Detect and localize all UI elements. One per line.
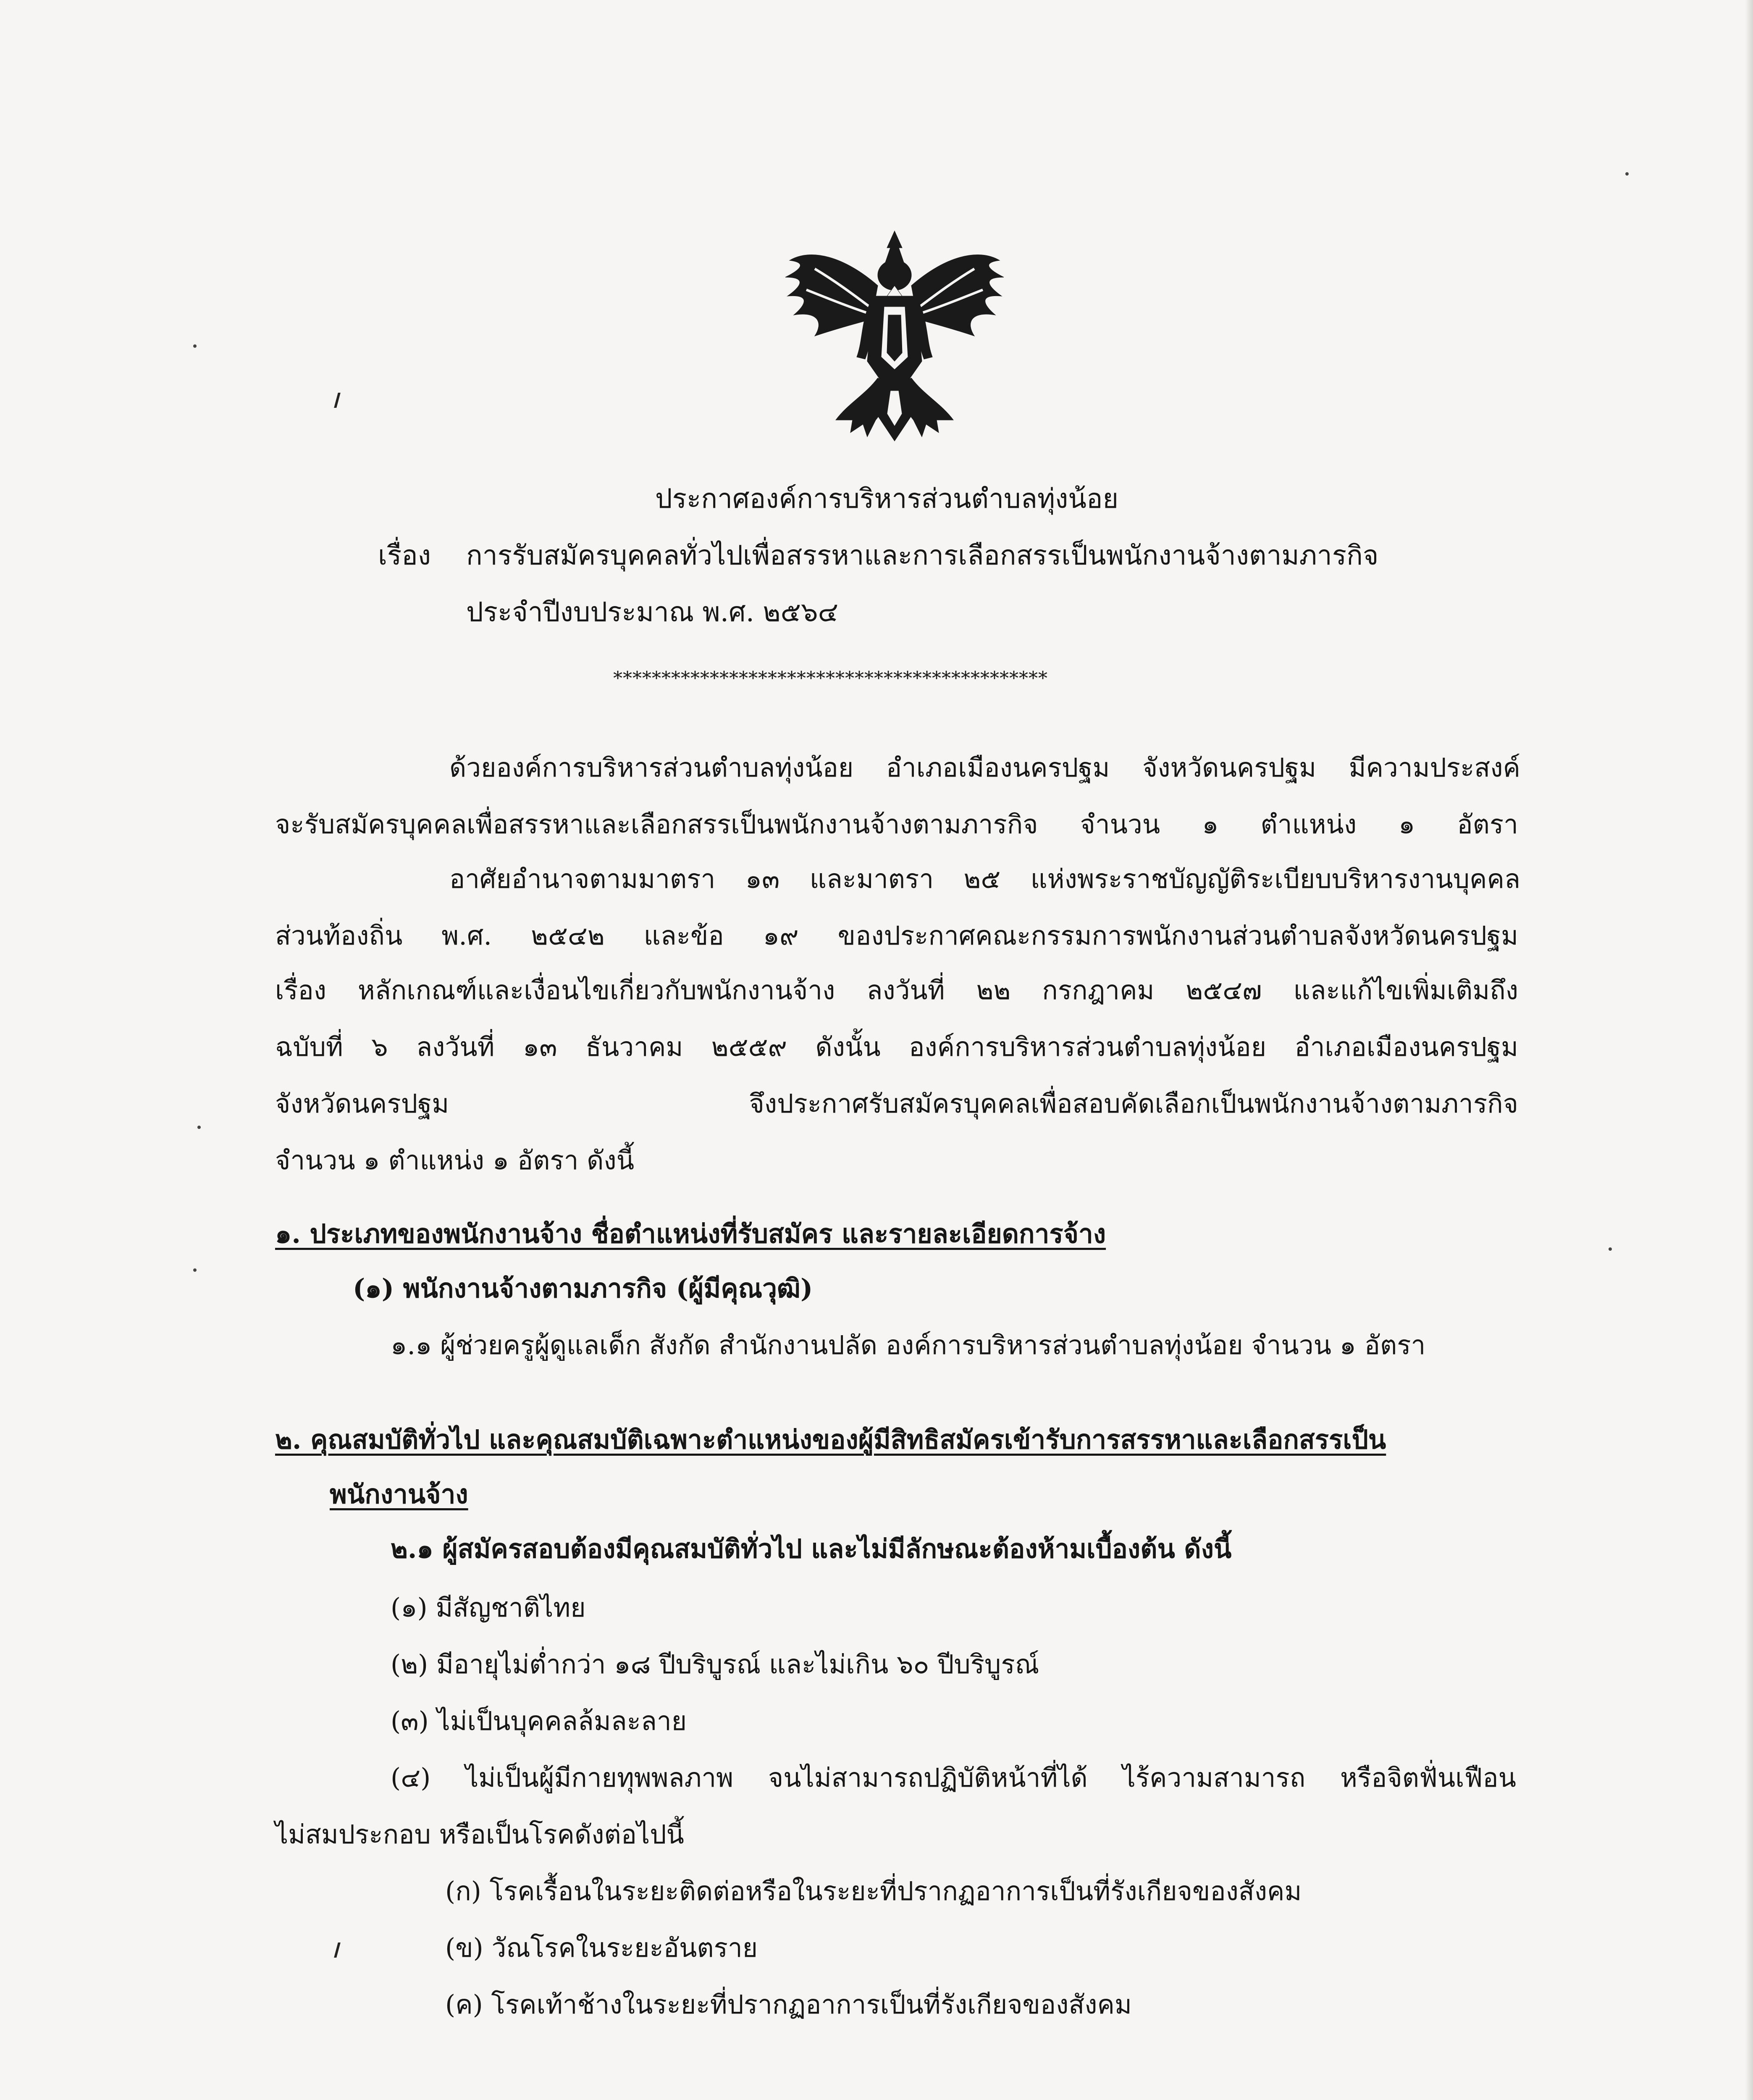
qualification-item: (๓) ไม่เป็นบุคคลล้มละลาย — [391, 1706, 687, 1736]
announcement-title: ประกาศองค์การบริหารส่วนตำบลทุ่งน้อย — [655, 483, 1118, 514]
scan-mark — [334, 393, 341, 408]
section-2-1-heading: ๒.๑ ผู้สมัครสอบต้องมีคุณสมบัติทั่วไป และไม่มีลักษณะต้องห้ามเบื้องต้น ดังนี้ — [391, 1533, 1232, 1564]
intro-paragraph-2-line-2: ส่วนท้องถิ่น พ.ศ. ๒๕๔๒ และข้อ ๑๙ ของประกาศคณะกรรมการพนักงานส่วนตำบลจังหวัดนครปฐม — [275, 920, 1518, 951]
scan-speck — [193, 344, 197, 348]
qualification-item: (๔) ไม่เป็นผู้มีกายทุพพลภาพ จนไม่สามารถปฏิบัติหน้าที่ได้ ไร้ความสามารถ หรือจิตฟั่นเฟือน — [391, 1762, 1516, 1793]
intro-paragraph-2-line-6: จำนวน ๑ ตำแหน่ง ๑ อัตรา ดังนี้ — [275, 1145, 635, 1176]
section-1-position-line: ๑.๑ ผู้ช่วยครูผู้ดูแลเด็ก สังกัด สำนักงานปลัด องค์การบริหารส่วนตำบลทุ่งน้อย จำนวน ๑ อัตรา — [391, 1330, 1426, 1360]
subject-label: เรื่อง — [378, 540, 431, 571]
scan-edge — [1745, 0, 1753, 2100]
disease-item: (ก) โรคเรื้อนในระยะติดต่อหรือในระยะที่ปรากฏอาการเป็นที่รังเกียจของสังคม — [445, 1876, 1302, 1906]
subject-line-1: การรับสมัครบุคคลทั่วไปเพื่อสรรหาและการเลือกสรรเป็นพนักงานจ้างตามภารกิจ — [466, 540, 1379, 571]
qualification-item: (๑) มีสัญชาติไทย — [391, 1592, 586, 1623]
scan-speck — [193, 1268, 197, 1272]
intro-paragraph-2-line-4: ฉบับที่ ๖ ลงวันที่ ๑๓ ธันวาคม ๒๕๕๙ ดังนั้น องค์การบริหารส่วนตำบลทุ่งน้อย อำเภอเมืองนครปฐม — [275, 1032, 1518, 1062]
intro-paragraph-2-line-5: จังหวัดนครปฐม จึงประกาศรับสมัครบุคคลเพื่อสอบคัดเลือกเป็นพนักงานจ้างตามภารกิจ — [275, 1088, 1518, 1119]
asterisk-divider: ********************************************* — [613, 668, 1048, 689]
section-1-heading: ๑. ประเภทของพนักงานจ้าง ชื่อตำแหน่งที่รับสมัคร และรายละเอียดการจ้าง — [275, 1218, 1106, 1249]
scan-speck — [1609, 1247, 1612, 1251]
intro-paragraph-2-line-1: อาศัยอำนาจตามมาตรา ๑๓ และมาตรา ๒๕ แห่งพระราชบัญญัติระเบียบบริหารงานบุคคล — [449, 864, 1520, 894]
disease-item: (ค) โรคเท้าช้างในระยะที่ปรากฏอาการเป็นที่รังเกียจของสังคม — [445, 1989, 1132, 2020]
intro-paragraph-1-line-1: ด้วยองค์การบริหารส่วนตำบลทุ่งน้อย อำเภอเมืองนครปฐม จังหวัดนครปฐม มีความประสงค์ — [449, 752, 1520, 783]
disease-item: (ข) วัณโรคในระยะอันตราย — [445, 1932, 758, 1963]
qualification-item: (๒) มีอายุไม่ต่ำกว่า ๑๘ ปีบริบูรณ์ และไม่เกิน ๖๐ ปีบริบูรณ์ — [391, 1649, 1039, 1680]
scan-speck — [1625, 172, 1629, 176]
intro-paragraph-1-line-2: จะรับสมัครบุคคลเพื่อสรรหาและเลือกสรรเป็นพนักงานจ้างตามภารกิจ จำนวน ๑ ตำแหน่ง ๑ อัตรา — [275, 809, 1518, 840]
garuda-emblem-icon — [777, 223, 1012, 449]
section-1-subheading: (๑) พนักงานจ้างตามภารกิจ (ผู้มีคุณวุฒิ) — [353, 1273, 813, 1304]
scan-mark — [334, 1942, 341, 1958]
section-2-heading-line-2: พนักงานจ้าง — [330, 1479, 468, 1509]
subject-line-2: ประจำปีงบประมาณ พ.ศ. ๒๕๖๔ — [466, 597, 839, 628]
scan-speck — [197, 1126, 201, 1129]
intro-paragraph-2-line-3: เรื่อง หลักเกณฑ์และเงื่อนไขเกี่ยวกับพนักงานจ้าง ลงวันที่ ๒๒ กรกฎาคม ๒๕๔๗ และแก้ไขเพิ่มเติมถึง — [275, 975, 1518, 1005]
section-2-heading-line-1: ๒. คุณสมบัติทั่วไป และคุณสมบัติเฉพาะตำแหน่งของผู้มีสิทธิสมัครเข้ารับการสรรหาและเลือกสรรเป็น — [275, 1424, 1386, 1455]
qualification-item-continuation: ไม่สมประกอบ หรือเป็นโรคดังต่อไปนี้ — [275, 1819, 684, 1850]
